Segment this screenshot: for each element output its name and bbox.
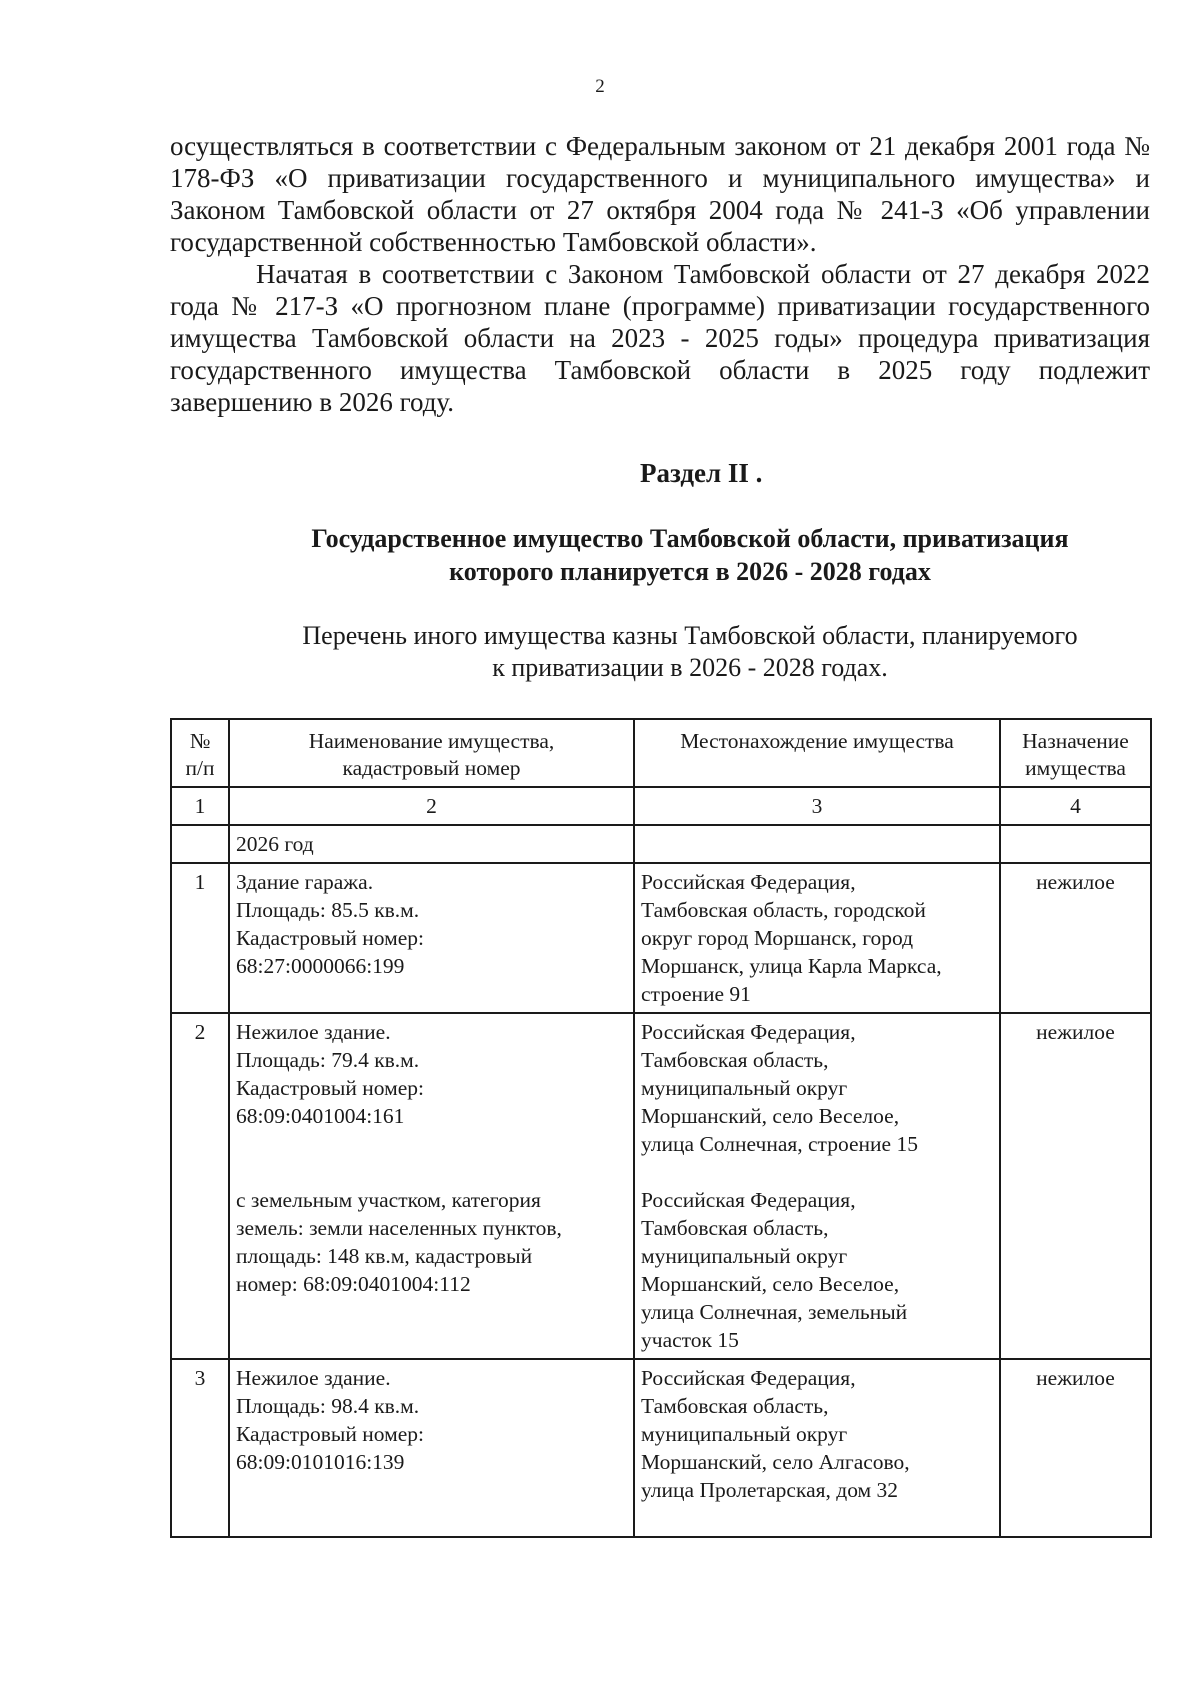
land-location-line: Российская Федерация, <box>641 1188 856 1212</box>
header-purpose-line-1: Назначение <box>1022 729 1129 753</box>
header-num <box>171 719 229 787</box>
location-line: Моршанский, село Веселое, <box>641 1104 900 1128</box>
year-label: 2026 год <box>229 825 634 863</box>
intro-paragraph-2: Начатая в соответствии с Законом Тамбовской области от 27 декабря 2022 года № 217-З «О прогнозном плане (программе) приватизации государственного имущества Тамбовской области на 2023 - 2025 годы» процедура приватизация государственного имущества Тамбовской области в 2025 году подлежит завершению в 2026 году. <box>170 259 1150 417</box>
property-purpose: нежилое <box>1000 1359 1151 1537</box>
property-purpose: нежилое <box>1000 863 1151 1013</box>
table-row <box>171 1013 1151 1359</box>
property-name-line: Нежилое здание. <box>236 1366 391 1390</box>
column-number-4: 4 <box>1000 787 1151 825</box>
list-caption-line-1: Перечень иного имущества казны Тамбовской области, планируемого <box>302 621 1078 650</box>
page-number: 2 <box>595 76 605 97</box>
land-name-line: площадь: 148 кв.м, кадастровый <box>236 1244 533 1268</box>
list-caption-line-2: к приватизации в 2026 - 2028 годах. <box>492 653 888 682</box>
location-line: Тамбовская область, <box>641 1048 829 1072</box>
spacer <box>236 1158 627 1186</box>
land-location-line: участок 15 <box>641 1328 739 1352</box>
property-name-line: Площадь: 85.5 кв.м. <box>236 898 420 922</box>
header-num-line-2: п/п <box>185 756 215 780</box>
row-number: 2 <box>171 1013 229 1359</box>
header-location-text: Местонахождение имущества <box>680 729 954 753</box>
header-purpose-line-2: имущества <box>1025 756 1126 780</box>
spacer <box>641 1504 993 1532</box>
property-name-line: Площадь: 79.4 кв.м. <box>236 1048 420 1072</box>
table-header-row <box>171 719 1151 787</box>
location-line: муниципальный округ <box>641 1422 848 1446</box>
spacer <box>236 1130 627 1158</box>
location-line: Российская Федерация, <box>641 870 856 894</box>
table-row <box>171 863 1151 1013</box>
property-name-line: Здание гаража. <box>236 870 374 894</box>
property-name-line: Кадастровый номер: <box>236 1422 424 1446</box>
property-table <box>170 718 1152 1538</box>
year-row <box>171 825 1151 863</box>
location-line: Российская Федерация, <box>641 1020 856 1044</box>
property-purpose: нежилое <box>1000 1013 1151 1359</box>
property-name-line: 68:09:0101016:139 <box>236 1450 405 1474</box>
property-name-line: 68:09:0401004:161 <box>236 1104 405 1128</box>
intro-text <box>170 130 1150 418</box>
section-title-line-1: Государственное имущество Тамбовской области, приватизация <box>311 524 1069 553</box>
property-name-line: 68:27:0000066:199 <box>236 954 405 978</box>
header-name-line-1: Наименование имущества, <box>308 729 555 753</box>
property-name-line: Нежилое здание. <box>236 1020 391 1044</box>
location-line: Моршанск, улица Карла Маркса, <box>641 954 942 978</box>
property-name-line: Площадь: 98.4 кв.м. <box>236 1394 420 1418</box>
land-location-line: муниципальный округ <box>641 1244 848 1268</box>
location-line: строение 91 <box>641 982 751 1006</box>
location-line: округ город Моршанск, город <box>641 926 914 950</box>
header-location <box>634 719 1000 787</box>
property-location <box>634 1359 1000 1537</box>
property-name <box>229 863 634 1013</box>
table-row <box>171 1359 1151 1537</box>
location-line: Российская Федерация, <box>641 1366 856 1390</box>
column-number-2: 2 <box>229 787 634 825</box>
land-location-line: Моршанский, село Веселое, <box>641 1272 900 1296</box>
section-title <box>250 522 1130 588</box>
property-name <box>229 1359 634 1537</box>
location-line: Тамбовская область, <box>641 1394 829 1418</box>
column-number-row <box>171 787 1151 825</box>
year-row-empty-cell <box>171 825 229 863</box>
location-line: улица Солнечная, строение 15 <box>641 1132 918 1156</box>
intro-paragraph-1: осуществляться в соответствии с Федеральным законом от 21 декабря 2001 года № 178-ФЗ «О приватизации государственного и муниципального имущества» и Законом Тамбовской области от 27 октября 2004 года № 241-З «Об управлении государственной собственностью Тамбовской области». <box>170 131 1150 257</box>
row-number: 1 <box>171 863 229 1013</box>
header-purpose <box>1000 719 1151 787</box>
location-line: муниципальный округ <box>641 1076 848 1100</box>
list-caption <box>250 620 1130 684</box>
header-num-line-1: № <box>189 729 211 753</box>
location-line: Тамбовская область, городской <box>641 898 926 922</box>
location-line: Моршанский, село Алгасово, <box>641 1450 910 1474</box>
property-name-line: Кадастровый номер: <box>236 1076 424 1100</box>
column-number-3: 3 <box>634 787 1000 825</box>
land-name-line: земель: земли населенных пунктов, <box>236 1216 562 1240</box>
column-number-1: 1 <box>171 787 229 825</box>
section-heading: Раздел II . <box>640 458 763 488</box>
year-row-empty-cell <box>634 825 1000 863</box>
land-location-line: Тамбовская область, <box>641 1216 829 1240</box>
header-name <box>229 719 634 787</box>
header-name-line-2: кадастровый номер <box>342 756 521 780</box>
land-name-line: номер: 68:09:0401004:112 <box>236 1272 471 1296</box>
property-location <box>634 1013 1000 1359</box>
location-line: улица Пролетарская, дом 32 <box>641 1478 899 1502</box>
section-title-line-2: которого планируется в 2026 - 2028 годах <box>449 557 931 586</box>
spacer <box>641 1158 993 1186</box>
property-name-line: Кадастровый номер: <box>236 926 424 950</box>
land-location-line: улица Солнечная, земельный <box>641 1300 908 1324</box>
land-name-line: с земельным участком, категория <box>236 1188 541 1212</box>
property-name <box>229 1013 634 1359</box>
year-row-empty-cell <box>1000 825 1151 863</box>
row-number: 3 <box>171 1359 229 1537</box>
property-location <box>634 863 1000 1013</box>
